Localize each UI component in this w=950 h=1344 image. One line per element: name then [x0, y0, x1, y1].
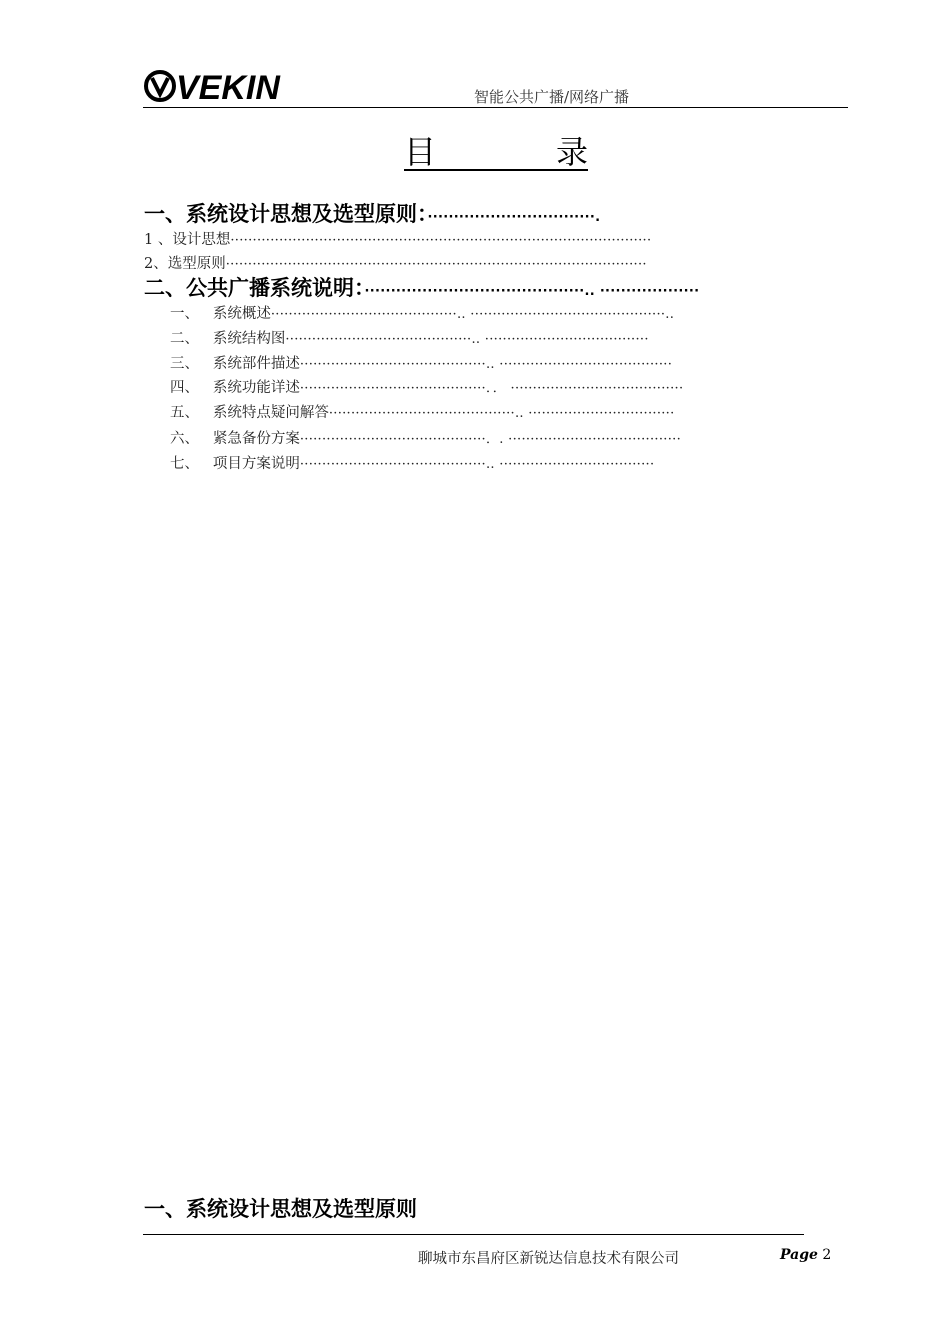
page-number [780, 1247, 831, 1263]
toc-entry-faq[interactable]: 五、 系统特点疑问解答··········································.. ································· [170, 405, 675, 421]
header-divider [143, 107, 848, 108]
section-heading: 一、系统设计思想及选型原则 [144, 1197, 417, 1221]
page-label: Page [780, 1247, 818, 1263]
toc-entry-design-idea[interactable]: 1 、设计思想······························································································· [144, 232, 652, 248]
svg-text:VEKIN: VEKIN [176, 69, 280, 106]
toc-entry-project-description[interactable]: 七、 项目方案说明··········································.. ··································· [170, 456, 655, 472]
toc-entry-section-2[interactable]: 二、公共广播系统说明：··········································.. ··················· [144, 276, 700, 300]
toc-entry-emergency-backup[interactable]: 六、 紧急备份方案··········································．. ······································· [170, 431, 682, 447]
footer-company: 聊城市东昌府区新锐达信息技术有限公司 [418, 1251, 679, 1267]
toc-title-char-2: 录 [555, 133, 588, 171]
toc-entry-components[interactable]: 三、 系统部件描述··········································.. ······································· [170, 356, 673, 372]
toc-entry-section-1[interactable]: 一、系统设计思想及选型原则：································. [144, 202, 601, 226]
toc-entry-system-structure[interactable]: 二、 系统结构图··········································.. ····································· [170, 331, 649, 347]
header-subtitle: 智能公共广播/网络广播 [474, 88, 630, 106]
page-number-value: 2 [822, 1247, 832, 1263]
toc-entry-system-overview[interactable]: 一、 系统概述··········································.. ············································.. [170, 306, 675, 322]
toc-title-char-1: 目 [404, 133, 437, 171]
footer-divider [143, 1234, 804, 1235]
vekin-logo [143, 66, 289, 106]
toc-entry-selection-principle[interactable]: 2、选型原则······························································································· [144, 256, 647, 272]
toc-entry-functions[interactable]: 四、 系统功能详述··········································．． ······································· [170, 380, 684, 396]
toc-title [404, 129, 588, 171]
